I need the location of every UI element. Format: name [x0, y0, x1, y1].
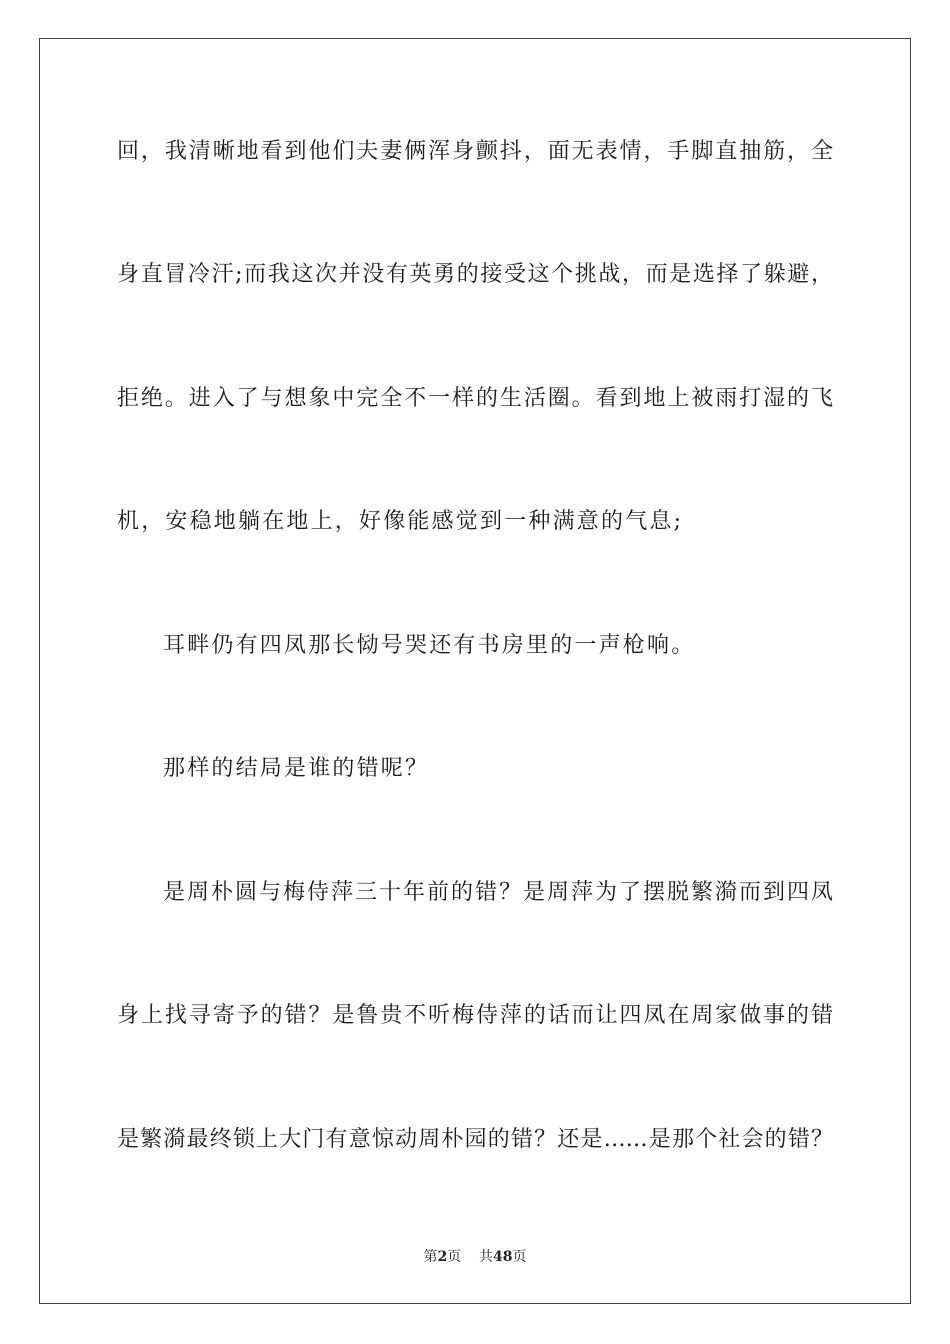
total-pages: 48	[493, 1249, 513, 1265]
text-line-4: 机，安稳地躺在地上，好像能感觉到一种满意的气息;	[117, 509, 684, 534]
page-suffix: 页	[447, 1249, 462, 1265]
page-border	[39, 38, 911, 1304]
text-line-2: 身直冒冷汗;而我这次并没有英勇的接受这个挑战，而是选择了躲避，	[117, 262, 833, 287]
text-line-3: 拒绝。进入了与想象中完全不一样的生活圈。看到地上被雨打湿的飞	[117, 386, 833, 411]
text-line-1: 回，我清晰地看到他们夫妻俩浑身颤抖，面无表情，手脚直抽筋，全	[117, 139, 833, 164]
text-line-9: 是繁漪最终锁上大门有意惊动周朴园的错？还是……是那个社会的错？	[117, 1127, 833, 1152]
page-footer	[0, 1248, 950, 1266]
text-line-5: 耳畔仍有四凤那长恸号哭还有书房里的一声枪响。	[163, 633, 696, 658]
total-suffix: 页	[512, 1249, 527, 1265]
page-prefix: 第	[423, 1249, 438, 1265]
total-prefix: 共	[479, 1249, 494, 1265]
text-line-7: 是周朴圆与梅侍萍三十年前的错？是周萍为了摆脱繁漪而到四凤	[163, 880, 833, 905]
text-line-8: 身上找寻寄予的错？是鲁贵不听梅侍萍的话而让四凤在周家做事的错	[117, 1003, 833, 1028]
page-number: 2	[437, 1249, 448, 1265]
text-line-6: 那样的结局是谁的错呢？	[163, 756, 430, 781]
